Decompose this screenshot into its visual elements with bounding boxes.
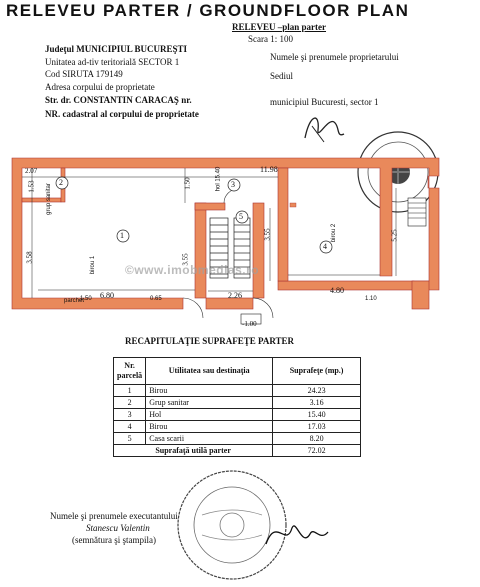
executor-label: Numele şi prenumele executantului xyxy=(50,511,178,521)
cell-nr: 1 xyxy=(114,385,146,397)
owner-label: Numele şi prenumele proprietarului xyxy=(270,52,399,62)
address-label: Adresa corpului de proprietate xyxy=(45,82,155,92)
bottom-wall-right xyxy=(278,281,414,290)
room-number-4: 4 xyxy=(323,242,327,251)
cell-nr: 3 xyxy=(114,409,146,421)
door-width-3: 1.10 xyxy=(365,296,377,302)
total-row xyxy=(114,445,361,457)
dim-stair-width: 2.26 xyxy=(228,291,242,300)
summary-table xyxy=(113,357,361,457)
dim-center: 3.55 xyxy=(181,253,190,266)
dimension-lines xyxy=(22,165,396,298)
room-label-2: grup sanitar xyxy=(45,183,52,215)
cell-dest: Birou xyxy=(146,421,273,433)
cell-dest: Casa scarii xyxy=(146,433,273,445)
county-line: Judeţul MUNICIPIUL BUCUREŞTI xyxy=(45,44,188,54)
cell-area: 15.40 xyxy=(273,409,361,421)
table-row xyxy=(114,385,361,397)
table-row xyxy=(114,409,361,421)
plan-title: RELEVEU –plan parter xyxy=(232,22,327,32)
door-width-1: 1.50 xyxy=(80,296,92,302)
dim-left-offset: 2.07 xyxy=(25,167,38,175)
room-label-3: hol 15.40 xyxy=(215,166,222,192)
door-width-2: 0.65 xyxy=(150,296,162,302)
seat-value: municipiul Bucuresti, sector 1 xyxy=(270,97,379,107)
room-number-2: 2 xyxy=(59,178,63,187)
room-number-1: 1 xyxy=(120,231,124,240)
dim-room4-width: 4.80 xyxy=(330,286,344,295)
wall-stair-left xyxy=(195,203,206,298)
cell-nr: 4 xyxy=(114,421,146,433)
signature-mark xyxy=(300,108,350,146)
sign-label: (semnătura şi ştampila) xyxy=(72,535,156,545)
room-label-1: birou 1 xyxy=(90,255,97,275)
wall-room4-left xyxy=(278,168,288,281)
door-arc xyxy=(183,298,203,318)
cell-dest: Birou xyxy=(146,385,273,397)
admin-unit-line: Unitatea ad-tiv teritorială SECTOR 1 xyxy=(45,57,180,67)
room-number-3: 3 xyxy=(231,180,235,189)
wall-corridor-h xyxy=(22,198,61,202)
dim-room1-width: 6.80 xyxy=(100,291,114,300)
col-dest: Utilitatea sau destinaţia xyxy=(146,358,273,385)
cell-area: 3.16 xyxy=(273,397,361,409)
right-wall-low xyxy=(412,281,429,309)
executor-name: Stanescu Valentin xyxy=(86,523,150,533)
wall-right-col xyxy=(290,203,296,207)
page-banner: RELEVEU PARTER / GROUNDFLOOR PLAN xyxy=(6,1,410,20)
total-value: 72.02 xyxy=(273,445,361,457)
executor-signature xyxy=(262,514,332,554)
dim-right-height: 5.25 xyxy=(390,229,399,242)
street-line: Str. dr. CONSTANTIN CARACAŞ nr. xyxy=(45,95,192,105)
watermark: ©www.imobmedias.ro xyxy=(125,263,260,277)
floor-plan xyxy=(8,148,444,333)
table-row xyxy=(114,433,361,445)
table-row xyxy=(114,421,361,433)
dim-left-small: 1.53 xyxy=(27,180,36,193)
level-marker: -1.00 xyxy=(242,320,257,328)
cell-nr: 2 xyxy=(114,397,146,409)
door-arc-2 xyxy=(224,189,238,203)
cell-dest: Grup sanitar xyxy=(146,397,273,409)
siruta-line: Cod SIRUTA 179149 xyxy=(45,69,123,79)
cadastral-line: NR. cadastral al corpului de proprietate xyxy=(45,109,199,119)
cell-area: 8.20 xyxy=(273,433,361,445)
summary-title: RECAPITULAŢIE SUPRAFEŢE PARTER xyxy=(125,336,295,346)
dim-room1-height: 3.58 xyxy=(25,251,34,264)
wall-stair-right xyxy=(253,203,264,298)
plan-scale: Scara 1: 100 xyxy=(248,34,293,44)
seat-label: Sediul xyxy=(270,71,294,81)
cell-nr: 5 xyxy=(114,433,146,445)
cell-area: 24.23 xyxy=(273,385,361,397)
cell-area: 17.03 xyxy=(273,421,361,433)
side-stair xyxy=(408,198,426,226)
wall-stair-top xyxy=(195,203,225,210)
room-label-4: birou 2 xyxy=(331,223,338,243)
room-number-5: 5 xyxy=(239,212,243,221)
dim-top-width: 11.98 xyxy=(260,165,278,174)
dim-room4-height: 3.55 xyxy=(263,228,272,241)
table-row xyxy=(114,397,361,409)
floor-code: parchet xyxy=(64,298,85,304)
cell-dest: Hol xyxy=(146,409,273,421)
dim-corridor: 1.50 xyxy=(183,177,192,190)
col-area: Suprafeţe (mp.) xyxy=(273,358,361,385)
total-label: Suprafaţă utilă parter xyxy=(114,445,273,457)
col-nr: Nr. parcelă xyxy=(114,358,146,385)
